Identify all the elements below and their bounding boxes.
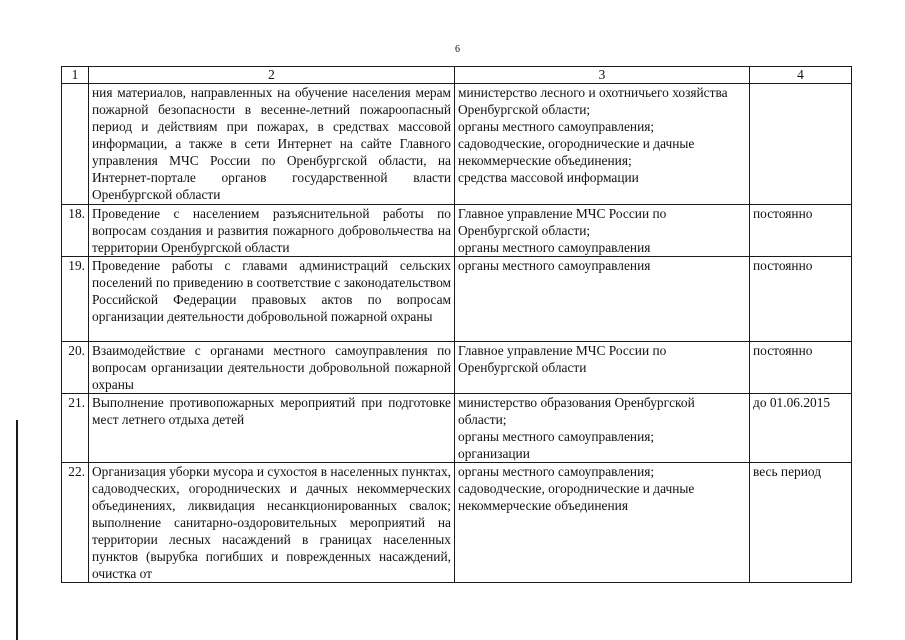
task-cell: ния материалов, направленных на обучение населения мерам пожарной безопасности в весенне-летний пожароопасный период и действиям при пожарах, в средствах массовой информации, а также в сети Интернет на сайте Главного управления МЧС России по Оренбургской области, на Интернет-портале органов государственной власти Оренбургской области [89, 84, 455, 205]
task-cell: Взаимодействие с органами местного самоуправления по вопросам организации деятельности добровольной пожарной охраны [89, 342, 455, 394]
responsible-cell [455, 463, 750, 583]
table-row [62, 342, 852, 394]
responsible-line: органы местного самоуправления [458, 258, 651, 273]
header-cell-3: 3 [455, 67, 750, 84]
row-number: 21. [62, 394, 89, 463]
term-cell: до 01.06.2015 [750, 394, 852, 463]
task-cell: Выполнение противопожарных мероприятий при подготовке мест летнего отдыха детей [89, 394, 455, 463]
responsible-line: органы местного самоуправления; [458, 464, 655, 479]
responsible-cell [455, 342, 750, 394]
header-row [62, 67, 852, 84]
responsible-line: министерство образования Оренбургской области; [458, 395, 695, 427]
task-cell: Организация уборки мусора и сухостоя в населенных пунктах, садоводческих, огороднических и дачных некоммерческих объединениях, ликвидация несанкционированных свалок; выполнение санитарно-оздоровительных мероприятий на территории лесных насаждений в границах населенных пунктов (вырубка погибших и поврежденных насаждений, очистка от [89, 463, 455, 583]
header-cell-2: 2 [89, 67, 455, 84]
responsible-line: организации [458, 446, 530, 461]
responsible-line: средства массовой информации [458, 170, 639, 185]
table-row [62, 205, 852, 257]
responsible-cell [455, 205, 750, 257]
responsible-line: министерство лесного и охотничьего хозяйства Оренбургской области; [458, 85, 728, 117]
responsible-cell [455, 257, 750, 342]
row-number [62, 84, 89, 205]
task-cell: Проведение с населением разъяснительной работы по вопросам создания и развития пожарного добровольчества на территории Оренбургской области [89, 205, 455, 257]
row-number: 19. [62, 257, 89, 342]
table-row [62, 84, 852, 205]
row-number: 18. [62, 205, 89, 257]
table-row [62, 394, 852, 463]
row-number: 22. [62, 463, 89, 583]
table-row [62, 463, 852, 583]
responsible-line: Главное управление МЧС России по Оренбургской области; [458, 206, 667, 238]
page-number: 6 [455, 44, 460, 55]
measures-table [61, 66, 852, 583]
responsible-line: садоводческие, огороднические и дачные некоммерческие объединения; [458, 136, 695, 168]
header-cell-4: 4 [750, 67, 852, 84]
responsible-line: органы местного самоуправления; [458, 429, 655, 444]
row-number: 20. [62, 342, 89, 394]
responsible-cell [455, 394, 750, 463]
term-cell: весь период [750, 463, 852, 583]
responsible-line: органы местного самоуправления [458, 240, 651, 255]
responsible-line: Главное управление МЧС России по Оренбургской области [458, 343, 667, 375]
responsible-cell [455, 84, 750, 205]
responsible-line: органы местного самоуправления; [458, 119, 655, 134]
responsible-line: садоводческие, огороднические и дачные некоммерческие объединения [458, 481, 695, 513]
task-cell: Проведение работы с главами администраций сельских поселений по приведению в соответствие с законодательством Российской Федерации правовых актов по вопросам организации деятельности добровольной пожарной охраны [89, 257, 455, 342]
term-cell: постоянно [750, 342, 852, 394]
term-cell [750, 84, 852, 205]
scan-edge-mark [16, 420, 18, 640]
term-cell: постоянно [750, 205, 852, 257]
header-cell-1: 1 [62, 67, 89, 84]
table-row [62, 257, 852, 342]
term-cell: постоянно [750, 257, 852, 342]
